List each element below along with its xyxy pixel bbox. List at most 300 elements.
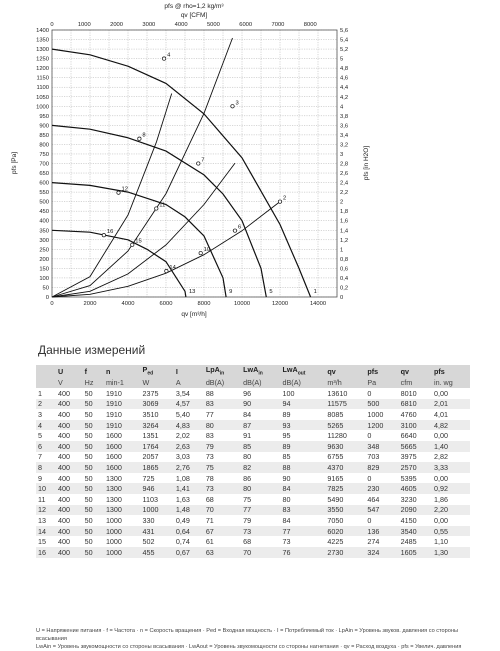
table-row bbox=[36, 462, 470, 473]
table-cell: 91 bbox=[241, 430, 280, 441]
table-cell: 400 bbox=[56, 494, 83, 505]
column-unit bbox=[36, 377, 56, 388]
table-cell: 3975 bbox=[399, 452, 432, 463]
table-cell: 2057 bbox=[141, 452, 174, 463]
table-cell: 4225 bbox=[325, 536, 365, 547]
column-unit: V bbox=[56, 377, 83, 388]
table-cell: 0 bbox=[365, 515, 398, 526]
top-tick-label: 2000 bbox=[110, 22, 124, 28]
system-curve bbox=[52, 38, 233, 297]
table-cell: 2,02 bbox=[174, 430, 204, 441]
table-body bbox=[36, 388, 470, 558]
table-cell: 85 bbox=[281, 452, 326, 463]
table-cell: 75 bbox=[241, 494, 280, 505]
table-cell: 50 bbox=[83, 409, 104, 420]
table-cell: 4,82 bbox=[432, 420, 470, 431]
right-tick-label: 2,8 bbox=[340, 161, 349, 168]
table-cell: 88 bbox=[281, 462, 326, 473]
table-cell: 75 bbox=[204, 462, 241, 473]
table-cell: 84 bbox=[281, 483, 326, 494]
table-cell: 1,10 bbox=[432, 536, 470, 547]
table-row bbox=[36, 409, 470, 420]
table-cell: 2,82 bbox=[432, 452, 470, 463]
operating-point-label: 10 bbox=[203, 247, 211, 254]
table-cell: 5665 bbox=[399, 441, 432, 452]
table-cell: 83 bbox=[281, 505, 326, 516]
table-cell: 0 bbox=[365, 388, 398, 399]
table-cell: 6810 bbox=[399, 399, 432, 410]
table-cell: 1000 bbox=[104, 547, 141, 558]
table-cell: 90 bbox=[281, 473, 326, 484]
table-cell: 1910 bbox=[104, 399, 141, 410]
table-cell: 14 bbox=[36, 526, 56, 537]
table-row bbox=[36, 505, 470, 516]
table-cell: 73 bbox=[241, 526, 280, 537]
top-tick-label: 0 bbox=[50, 22, 54, 28]
right-tick-label: 4,6 bbox=[340, 75, 349, 82]
table-cell: 400 bbox=[56, 441, 83, 452]
column-header: n bbox=[104, 365, 141, 377]
table-cell: 77 bbox=[281, 526, 326, 537]
table-cell: 9165 bbox=[325, 473, 365, 484]
y-tick-label: 200 bbox=[39, 256, 49, 263]
table-cell: 547 bbox=[365, 505, 398, 516]
table-cell: 1,63 bbox=[174, 494, 204, 505]
top-axis-label: qv [CFM] bbox=[180, 12, 208, 19]
table-cell: 1000 bbox=[104, 536, 141, 547]
table-cell: 73 bbox=[204, 483, 241, 494]
table-cell: 7050 bbox=[325, 515, 365, 526]
table-cell: 63 bbox=[204, 547, 241, 558]
column-header-subscript: out bbox=[297, 370, 306, 377]
operating-point-label: 9 bbox=[229, 289, 233, 295]
column-unit: W bbox=[141, 377, 174, 388]
column-header-subscript: ed bbox=[147, 370, 154, 377]
table-cell: 946 bbox=[141, 483, 174, 494]
table-cell: 2,76 bbox=[174, 462, 204, 473]
y-tick-label: 550 bbox=[39, 190, 49, 197]
table-cell: 67 bbox=[204, 526, 241, 537]
table-cell: 1000 bbox=[365, 409, 398, 420]
table-units-row bbox=[36, 377, 470, 388]
table-cell: 13610 bbox=[325, 388, 365, 399]
table-cell: 2,63 bbox=[174, 441, 204, 452]
column-unit: cfm bbox=[399, 377, 432, 388]
column-header: f bbox=[83, 365, 104, 377]
column-unit: Pa bbox=[365, 377, 398, 388]
right-tick-label: 4,4 bbox=[340, 85, 349, 92]
table-cell: 725 bbox=[141, 473, 174, 484]
operating-point-label: 2 bbox=[283, 195, 287, 202]
operating-point-marker bbox=[117, 191, 120, 194]
table-cell: 400 bbox=[56, 399, 83, 410]
table-cell: 400 bbox=[56, 420, 83, 431]
table-cell: 50 bbox=[83, 388, 104, 399]
table-cell: 0,55 bbox=[432, 526, 470, 537]
table-cell: 1000 bbox=[104, 515, 141, 526]
table-cell: 400 bbox=[56, 388, 83, 399]
right-tick-label: 3,4 bbox=[340, 132, 349, 139]
table-cell: 1910 bbox=[104, 409, 141, 420]
table-cell: 2,20 bbox=[432, 505, 470, 516]
table-cell: 1,48 bbox=[174, 505, 204, 516]
column-header: $P_{ed}$ bbox=[141, 365, 174, 377]
table-cell: 1764 bbox=[141, 441, 174, 452]
right-tick-label: 1,4 bbox=[340, 228, 349, 235]
operating-point-label: 6 bbox=[237, 224, 242, 231]
measurements-title: Данные измерений bbox=[38, 343, 146, 357]
y-tick-label: 750 bbox=[39, 151, 49, 158]
right-tick-label: 2,2 bbox=[340, 190, 349, 197]
table-cell: 274 bbox=[365, 536, 398, 547]
right-tick-label: 0,4 bbox=[340, 275, 349, 282]
right-tick-label: 4,8 bbox=[340, 66, 349, 73]
top-tick-label: 5000 bbox=[206, 22, 220, 28]
table-cell: 90 bbox=[241, 399, 280, 410]
axis-ticks bbox=[36, 22, 349, 307]
right-tick-label: 3,6 bbox=[340, 123, 349, 130]
right-tick-label: 0,8 bbox=[340, 256, 349, 263]
table-row bbox=[36, 526, 470, 537]
table-cell: 93 bbox=[281, 420, 326, 431]
operating-point-label: 4 bbox=[167, 52, 171, 59]
table-cell: 89 bbox=[281, 409, 326, 420]
y-tick-label: 100 bbox=[39, 275, 49, 282]
y-tick-label: 250 bbox=[39, 247, 49, 254]
x-tick-label: 2000 bbox=[83, 301, 97, 307]
table-cell: 61 bbox=[204, 536, 241, 547]
table-cell: 2375 bbox=[141, 388, 174, 399]
table-cell: 0,00 bbox=[432, 473, 470, 484]
operating-point-label: 15 bbox=[135, 238, 142, 245]
operating-point-label: 1 bbox=[313, 289, 317, 295]
table-row bbox=[36, 441, 470, 452]
table-cell: 80 bbox=[204, 420, 241, 431]
right-tick-label: 0,2 bbox=[340, 285, 349, 292]
right-tick-label: 3 bbox=[340, 151, 344, 158]
table-row bbox=[36, 430, 470, 441]
y-tick-label: 600 bbox=[39, 180, 49, 187]
y-tick-label: 1100 bbox=[36, 85, 49, 92]
table-cell: 1,30 bbox=[432, 547, 470, 558]
y-tick-label: 150 bbox=[39, 266, 49, 273]
table-cell: 230 bbox=[365, 483, 398, 494]
table-cell: 3264 bbox=[141, 420, 174, 431]
curves bbox=[52, 38, 311, 297]
column-header-subscript: in bbox=[258, 370, 263, 377]
table-cell: 1910 bbox=[104, 388, 141, 399]
table-cell: 73 bbox=[204, 452, 241, 463]
y-tick-label: 1350 bbox=[36, 37, 49, 44]
table-cell: 400 bbox=[56, 547, 83, 558]
table-row bbox=[36, 483, 470, 494]
x-tick-label: 8000 bbox=[197, 301, 211, 307]
x-tick-label: 12000 bbox=[271, 301, 289, 307]
operating-point-marker bbox=[138, 137, 141, 140]
table-cell: 5490 bbox=[325, 494, 365, 505]
table-cell: 1300 bbox=[104, 473, 141, 484]
table-cell: 0,74 bbox=[174, 536, 204, 547]
table-cell: 6020 bbox=[325, 526, 365, 537]
table-cell: 3540 bbox=[399, 526, 432, 537]
table-cell: 1910 bbox=[104, 420, 141, 431]
table-cell: 79 bbox=[204, 441, 241, 452]
table-cell: 73 bbox=[281, 536, 326, 547]
table-cell: 3230 bbox=[399, 494, 432, 505]
table-cell: 94 bbox=[281, 399, 326, 410]
table-cell: 324 bbox=[365, 547, 398, 558]
table-cell: 6755 bbox=[325, 452, 365, 463]
table-cell: 400 bbox=[56, 515, 83, 526]
column-header bbox=[36, 365, 56, 377]
table-row bbox=[36, 420, 470, 431]
table-cell: 77 bbox=[241, 505, 280, 516]
table-cell: 330 bbox=[141, 515, 174, 526]
table-cell: 400 bbox=[56, 536, 83, 547]
table-cell: 70 bbox=[204, 505, 241, 516]
y-tick-label: 0 bbox=[45, 295, 49, 301]
table-cell: 1300 bbox=[104, 505, 141, 516]
column-header-subscript: in bbox=[219, 370, 225, 377]
operating-point-label: 14 bbox=[169, 265, 176, 272]
table-cell: 50 bbox=[83, 515, 104, 526]
table-cell: 80 bbox=[241, 483, 280, 494]
column-unit: dB(A) bbox=[204, 377, 241, 388]
table-cell: 80 bbox=[281, 494, 326, 505]
x-axis-label: qv [m³/h] bbox=[181, 311, 207, 318]
table-cell: 7 bbox=[36, 452, 56, 463]
table-cell: 78 bbox=[204, 473, 241, 484]
y-tick-label: 850 bbox=[39, 132, 49, 139]
table-cell: 7825 bbox=[325, 483, 365, 494]
column-header: qv bbox=[325, 365, 365, 377]
table-cell: 95 bbox=[281, 430, 326, 441]
column-header: I bbox=[174, 365, 204, 377]
table-cell: 400 bbox=[56, 473, 83, 484]
table-cell: 50 bbox=[83, 441, 104, 452]
y-tick-label: 1250 bbox=[36, 56, 49, 63]
table-cell: 16 bbox=[36, 547, 56, 558]
table-cell: 50 bbox=[83, 505, 104, 516]
table-row bbox=[36, 494, 470, 505]
table-cell: 77 bbox=[204, 409, 241, 420]
table-cell: 3510 bbox=[141, 409, 174, 420]
y-tick-label: 1200 bbox=[36, 66, 49, 73]
right-tick-label: 2,4 bbox=[340, 180, 349, 187]
table-cell: 6 bbox=[36, 441, 56, 452]
table-cell: 71 bbox=[204, 515, 241, 526]
table-row bbox=[36, 388, 470, 399]
y-tick-label: 900 bbox=[39, 123, 49, 130]
right-tick-label: 5,4 bbox=[340, 37, 349, 44]
table-cell: 83 bbox=[204, 430, 241, 441]
top-tick-label: 4000 bbox=[174, 22, 188, 28]
table-cell: 2090 bbox=[399, 505, 432, 516]
table-cell: 11 bbox=[36, 494, 56, 505]
table-cell: 829 bbox=[365, 462, 398, 473]
table-cell: 50 bbox=[83, 536, 104, 547]
table-cell: 400 bbox=[56, 505, 83, 516]
table-cell: 8010 bbox=[399, 388, 432, 399]
table-cell: 2 bbox=[36, 399, 56, 410]
table-cell: 85 bbox=[241, 441, 280, 452]
table-cell: 50 bbox=[83, 462, 104, 473]
table-cell: 3,03 bbox=[174, 452, 204, 463]
table-cell: 84 bbox=[281, 515, 326, 526]
right-tick-label: 2,6 bbox=[340, 171, 349, 178]
operating-point-marker bbox=[199, 251, 202, 254]
table-cell: 400 bbox=[56, 409, 83, 420]
table-cell: 0,00 bbox=[432, 515, 470, 526]
table-cell: 1,41 bbox=[174, 483, 204, 494]
right-tick-label: 1 bbox=[340, 247, 344, 254]
table-cell: 4150 bbox=[399, 515, 432, 526]
table-cell: 79 bbox=[241, 515, 280, 526]
table-cell: 100 bbox=[281, 388, 326, 399]
operating-point-label: 7 bbox=[201, 157, 205, 164]
operating-point-label: 5 bbox=[269, 289, 273, 295]
table-cell: 86 bbox=[241, 473, 280, 484]
operating-point-label: 16 bbox=[106, 229, 114, 236]
table-cell: 4,83 bbox=[174, 420, 204, 431]
table-cell: 400 bbox=[56, 462, 83, 473]
table-cell: 1600 bbox=[104, 452, 141, 463]
table-cell: 76 bbox=[281, 547, 326, 558]
table-cell: 1605 bbox=[399, 547, 432, 558]
table-cell: 4605 bbox=[399, 483, 432, 494]
table-cell: 70 bbox=[241, 547, 280, 558]
column-header: LwA$_{out}$ bbox=[281, 365, 326, 377]
table-row bbox=[36, 547, 470, 558]
table-cell: 502 bbox=[141, 536, 174, 547]
table-cell: 1865 bbox=[141, 462, 174, 473]
table-cell: 1103 bbox=[141, 494, 174, 505]
table-row bbox=[36, 473, 470, 484]
table-row bbox=[36, 399, 470, 410]
right-tick-label: 1,6 bbox=[340, 218, 349, 225]
operating-point-marker bbox=[131, 243, 134, 246]
y-tick-label: 350 bbox=[39, 228, 49, 235]
right-tick-label: 0 bbox=[340, 295, 344, 301]
table-cell: 2730 bbox=[325, 547, 365, 558]
table-cell: 5 bbox=[36, 430, 56, 441]
table-cell: 50 bbox=[83, 452, 104, 463]
system-curve bbox=[52, 94, 172, 298]
column-header: LpA$_{in}$ bbox=[204, 365, 241, 377]
top-tick-label: 1000 bbox=[77, 22, 91, 28]
table-cell: 88 bbox=[204, 388, 241, 399]
y-tick-label: 700 bbox=[39, 161, 49, 168]
table-cell: 136 bbox=[365, 526, 398, 537]
y-tick-label: 300 bbox=[39, 237, 49, 244]
table-cell: 2485 bbox=[399, 536, 432, 547]
table-cell: 1600 bbox=[104, 462, 141, 473]
table-cell: 4760 bbox=[399, 409, 432, 420]
table-cell: 15 bbox=[36, 536, 56, 547]
table-cell: 1600 bbox=[104, 430, 141, 441]
table-cell: 455 bbox=[141, 547, 174, 558]
operating-point-label: 13 bbox=[188, 289, 196, 295]
table-row bbox=[36, 452, 470, 463]
table-cell: 1200 bbox=[365, 420, 398, 431]
operating-points bbox=[102, 53, 317, 295]
table-cell: 0,00 bbox=[432, 388, 470, 399]
table-cell: 3550 bbox=[325, 505, 365, 516]
column-unit: dB(A) bbox=[241, 377, 280, 388]
table-cell: 50 bbox=[83, 399, 104, 410]
table-cell: 3 bbox=[36, 409, 56, 420]
measurements-table bbox=[36, 365, 470, 558]
operating-point-marker bbox=[233, 229, 236, 232]
table-cell: 500 bbox=[365, 399, 398, 410]
y-tick-label: 950 bbox=[39, 113, 49, 120]
x-tick-label: 6000 bbox=[159, 301, 173, 307]
table-cell: 87 bbox=[241, 420, 280, 431]
right-tick-label: 2 bbox=[340, 199, 344, 206]
column-header: pfs bbox=[432, 365, 470, 377]
table-cell: 8 bbox=[36, 462, 56, 473]
table-cell: 0 bbox=[365, 430, 398, 441]
table-cell: 4,57 bbox=[174, 399, 204, 410]
table-cell: 0,00 bbox=[432, 430, 470, 441]
y-tick-label: 450 bbox=[39, 209, 49, 216]
y-tick-label: 500 bbox=[39, 199, 49, 206]
table-cell: 4 bbox=[36, 420, 56, 431]
table-cell: 83 bbox=[204, 399, 241, 410]
table-cell: 0 bbox=[365, 473, 398, 484]
y-tick-label: 50 bbox=[42, 285, 49, 292]
column-header: pfs bbox=[365, 365, 398, 377]
operating-point-marker bbox=[197, 162, 200, 165]
x-tick-label: 0 bbox=[50, 301, 54, 307]
operating-point-marker bbox=[102, 234, 105, 237]
table-cell: 6640 bbox=[399, 430, 432, 441]
table-cell: 2570 bbox=[399, 462, 432, 473]
table-cell: 13 bbox=[36, 515, 56, 526]
table-cell: 0,64 bbox=[174, 526, 204, 537]
table-cell: 464 bbox=[365, 494, 398, 505]
table-cell: 50 bbox=[83, 430, 104, 441]
table-cell: 12 bbox=[36, 505, 56, 516]
table-cell: 50 bbox=[83, 526, 104, 537]
y-tick-label: 800 bbox=[39, 142, 49, 149]
table-cell: 703 bbox=[365, 452, 398, 463]
y-tick-label: 1000 bbox=[36, 104, 49, 111]
table-cell: 1000 bbox=[141, 505, 174, 516]
table-cell: 5265 bbox=[325, 420, 365, 431]
table-cell: 1351 bbox=[141, 430, 174, 441]
table-cell: 0,67 bbox=[174, 547, 204, 558]
table-cell: 50 bbox=[83, 473, 104, 484]
column-header: LwA$_{in}$ bbox=[241, 365, 280, 377]
table-cell: 3100 bbox=[399, 420, 432, 431]
table-cell: 96 bbox=[241, 388, 280, 399]
table-cell: 9630 bbox=[325, 441, 365, 452]
footnote-line-2: LwAin = Уровень звукомощности со стороны всасывания · LwAout = Уровень звукомощности со стороны нагнетания · qv = Расход воздуха · pfs = Увелич. давления bbox=[36, 644, 462, 650]
table-cell: 10 bbox=[36, 483, 56, 494]
table-cell: 1,40 bbox=[432, 441, 470, 452]
table-cell: 89 bbox=[281, 441, 326, 452]
table-cell: 5,40 bbox=[174, 409, 204, 420]
table-cell: 68 bbox=[204, 494, 241, 505]
column-header: U bbox=[56, 365, 83, 377]
table-cell: 11575 bbox=[325, 399, 365, 410]
table-cell: 1,86 bbox=[432, 494, 470, 505]
y-tick-label: 1300 bbox=[36, 47, 49, 54]
x-tick-label: 4000 bbox=[121, 301, 135, 307]
footnote-line-1: U = Напряжение питания · f = Частота · n = Скорость вращения · Ped = Входная мощность · I = Потребляемый ток · LpAin = Уровень звуков. давления со стороны всасывания bbox=[36, 628, 458, 642]
y-tick-label: 650 bbox=[39, 171, 49, 178]
